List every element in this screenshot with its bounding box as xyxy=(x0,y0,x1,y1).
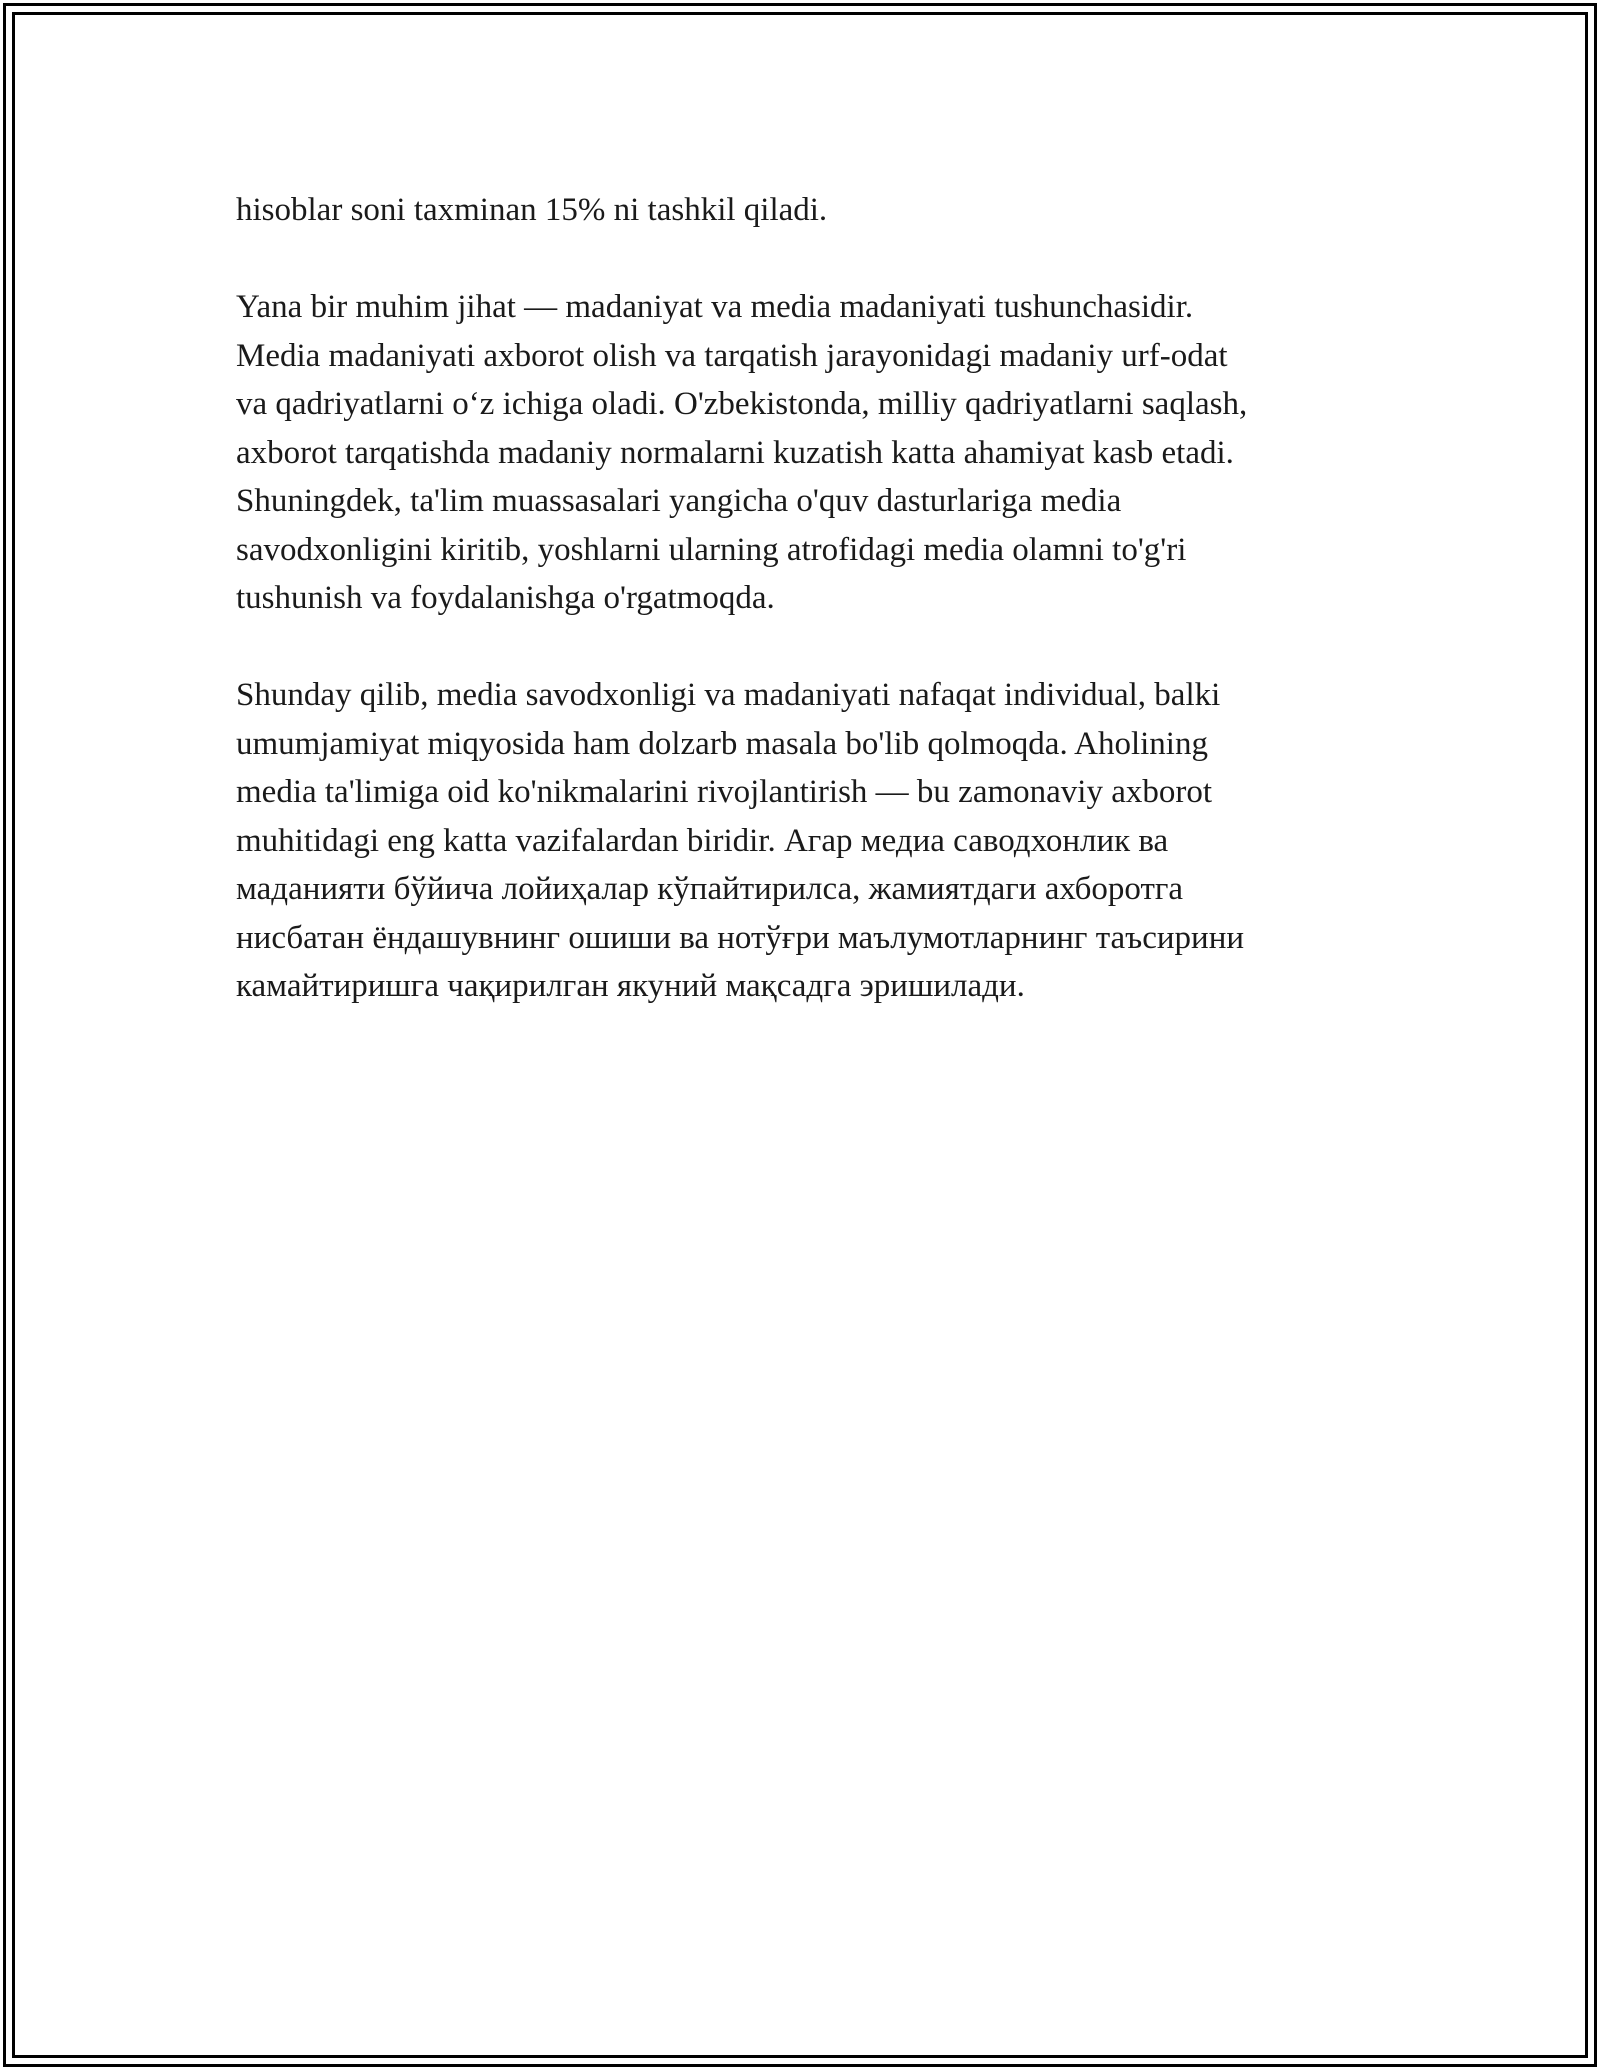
document-body xyxy=(236,186,1376,1011)
text-line: media ta'limiga oid ko'nikmalarini rivojlantirish — bu zamonaviy axborot xyxy=(236,774,1213,810)
text-line: камайтиришга чақирилган якуний мақсадга эришилади. xyxy=(236,968,1025,1004)
text-line: hisoblar soni taxminan 15% ni tashkil qiladi. xyxy=(236,192,828,228)
text-line: маданияти бўйича лойиҳалар кўпайтирилса, жамиятдаги ахборотга xyxy=(236,871,1184,907)
text-line: savodxonligini kiritib, yoshlarni ularning atrofidagi media olamni to'g'ri xyxy=(236,531,1187,568)
text-line: нисбатан ёндашувнинг ошиши ва нотўғри маълумотларнинг таъсирини xyxy=(236,919,1245,956)
text-line: Media madaniyati axborot olish va tarqatish jarayonidagi madaniy urf-odat xyxy=(236,337,1228,374)
paragraph-1 xyxy=(236,186,1376,235)
text-line: umumjamiyat miqyosida ham dolzarb masala bo'lib qolmoqda. Aholining xyxy=(236,725,1208,762)
paragraph-2 xyxy=(236,283,1376,623)
text-line: axborot tarqatishda madaniy normalarni kuzatish katta ahamiyat kasb etadi. xyxy=(236,434,1234,471)
text-line: tushunish va foydalanishga o'rgatmoqda. xyxy=(236,580,775,616)
text-line: Shuningdek, ta'lim muassasalari yangicha o'quv dasturlariga media xyxy=(236,483,1122,519)
text-line: Yana bir muhim jihat — madaniyat va media madaniyati tushunchasidir. xyxy=(236,289,1194,325)
text-line: va qadriyatlarni oʻz ichiga oladi. O'zbekistonda, milliy qadriyatlarni saqlash, xyxy=(236,386,1248,422)
paragraph-3 xyxy=(236,671,1376,1011)
text-line: muhitidagi eng katta vazifalardan biridir. Агар медиа саводхонлик ва xyxy=(236,822,1169,859)
text-line: Shunday qilib, media savodxonligi va madaniyati nafaqat individual, balki xyxy=(236,677,1221,713)
